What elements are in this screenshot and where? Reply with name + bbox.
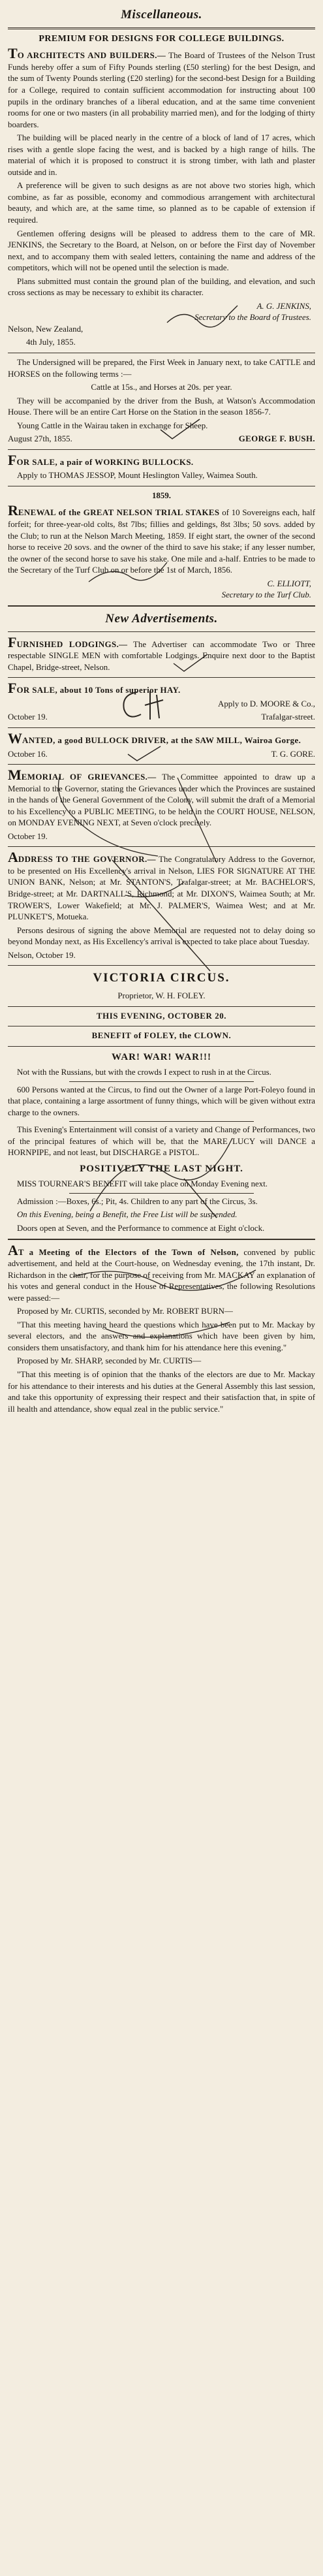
heading-text: T a Meeting of the Electors of the Town of Nelson, [18,1247,239,1257]
paragraph: "That this meeting is of opinion that the thanks of the electors are due to Mr. Mackay for his attendance to their interests and his duties at the General Assembly this last session, and take this opportunity of expressing their respect and their satisfaction that, in spite of ill health and attendance, show equal zeal in the public service." [8,1369,315,1414]
paragraph: The Undersigned will be prepared, the First Week in January next, to take CATTLE and HORSES on the following terms :— [8,358,315,379]
divider [8,965,315,966]
divider [8,1046,315,1047]
memorial-ad [8,769,315,842]
dateline: August 27th, 1855. [8,434,72,444]
divider [8,1239,315,1240]
date-signature-row [8,434,315,445]
paragraph: Doors open at Seven, and the Performance to commence at Eight o'clock. [17,1223,265,1233]
paragraph: Persons desirous of signing the above Memorial are requested not to delay doing so beyond Monday next, as His Excellency's arrival is expected to take place about Tuesday. [8,925,315,947]
paragraph: Proposed by Mr. SHARP, seconded by Mr. CURTIS— [17,1356,202,1366]
year-heading: 1859. [151,490,171,500]
terms-line: Cattle at 15s., and Horses at 20s. per year. [91,383,232,392]
drop-letter: A [8,1241,18,1258]
paragraph: Not with the Russians, but with the crowds I expect to rush in at the Circus. [17,1068,271,1077]
electors-meeting-ad [8,1241,315,1416]
paragraph: This Evening's Entertainment will consist of a variety and Change of Performances, two of the principal features of which will be, that the MARE LUCY will DANCE a HORNPIPE, and not least, but DISCHARGE a PISTOL. [8,1125,315,1158]
ad-heading [8,451,315,469]
heading-text: ANTED, a good BULLOCK DRIVER, at the SAW MILL, Wairoa Gorge. [22,735,301,745]
newspaper-page [8,5,315,2566]
dateline: October 19. [8,831,48,841]
apply-line: Apply to D. MOORE & Co., [218,699,315,708]
section-heading-new-advertisements: New Advertisements. [105,611,218,626]
heading-text: OR SALE, about 10 Tons of superior HAY. [16,686,181,695]
dateline: Nelson, October 19. [8,950,76,960]
signature-name: A. G. JENKINS, [256,301,311,311]
paragraph: MISS TOURNEAR'S BENEFIT will take place on Monday Evening next. [17,1179,268,1189]
dateline: October 19. [8,712,48,722]
paragraph: Plans submitted must contain the ground plan of the building, and elevation, and such cross sections as may be necessary to exhibit its character. [8,276,315,298]
paragraph: Young Cattle in the Wairau taken in exchange for Sheep. [17,421,208,430]
place: Trafalgar-street. [261,712,315,722]
signature-title: Secretary to the Turf Club. [221,590,311,600]
drop-letter: T [8,45,18,62]
heading-text: OR SALE, a pair of WORKING BULLOCKS. [16,457,194,467]
proprietor-line: Proprietor, W. H. FOLEY. [117,991,206,1001]
divider [8,449,315,450]
signature: T. G. GORE. [271,749,315,759]
paragraph: The Congratulatory Address to the Governor, to be presented on His Excellency's arrival in Nelson, LIES FOR SIGNATURE AT THE UNION BANK, Nelson; at Mr. STANTON'S, Trafalgar-street; at Mr. BACHELOR'S, Bridge-street; at Mr. DARTNALL'S, Richmond; at Mr. DIXON'S, Waimea South; at Mr. TROWER'S, Lower Wakefield; at Mr. J. PALMER'S, Waimea West; and at Mr. PLUNKET'S, Motueka. [8,855,315,922]
divider [8,727,315,728]
drop-letter: F [8,633,17,650]
ad-heading [8,1241,315,1305]
divider [69,1121,254,1122]
circus-ad [8,970,315,1234]
divider [69,1193,254,1194]
divider [8,631,315,632]
lodgings-ad [8,633,315,674]
heading-text: O ARCHITECTS AND BUILDERS.— [17,51,166,61]
paragraph: A preference will be given to such designs as are not above two stories high, which combine, as far as possible, economy and commodious arrangement with architectural beauty, and which are, at the same time, so planned as to be capable of extension if required. [8,181,315,225]
signature-title: Secretary to the Board of Trustees. [194,313,311,323]
drop-letter: F [8,451,17,468]
dateline: October 16. [8,749,48,759]
ad-heading [8,633,315,674]
paragraph: The Committee appointed to draw up a Memorial to the Governor, stating the Grievances under which the Provinces are sustained in the hands of the General Government of the Colony, will submit the draft of a Memorial to his Excellency to a PUBLIC MEETING, to be held in the COURT HOUSE, NELSON, on MONDAY EVENING NEXT, at Seven o'clock precisely. [8,772,315,828]
address-governor-ad [8,851,315,961]
ad-heading [8,729,315,747]
dateline: Nelson, New Zealand, [8,324,84,334]
paragraph: "That this meeting having heard the questions which have been put to Mr. Mackay by several electors, and the answers and explanations which have been given by him, considers them unsatisfactory, and thank him for his attendance here this evening." [8,1320,315,1352]
evening-line: THIS EVENING, OCTOBER 20. [96,1011,227,1021]
date-place-row [8,712,315,724]
wanted-ad [8,729,315,760]
ad-title: PREMIUM FOR DESIGNS FOR COLLEGE BUILDINGS. [38,33,285,44]
drop-letter: R [8,502,18,519]
paragraph: The building will be placed nearly in the centre of a block of land of 17 acres, which rises with a gentle slope facing the west, and is backed by a high range of hills. The material of which it is proposed to construct it is strong timber, with lath and plaster outside and in. [8,133,315,177]
drop-letter: A [8,849,18,866]
paragraph: 600 Persons wanted at the Circus, to find out the Owner of a large Port-Foleyo found in that place, containing a large assortment of funny things, which will be given without extra charge to the owners. [8,1085,315,1117]
ad-heading [8,504,315,576]
paragraph: convened by public advertisement, and held at the Court-house, on Wednesday evening, the 17th instant, Dr. Richardson in the chair, for the purpose of receiving from Mr. MACKAY an explanation of his votes and general conduct in the House of Representatives, the following Resolutions were passed:— [8,1247,315,1303]
date-signature-row [8,749,315,761]
divider [8,677,315,678]
divider [69,1081,254,1082]
trial-stakes-ad [8,490,315,601]
ad-heading [8,769,315,829]
paragraph: Proposed by Mr. CURTIS, seconded by Mr. ROBERT BURN— [17,1307,233,1316]
divider [8,27,315,29]
heading-text: DDRESS TO THE GOVERNOR.— [18,855,156,865]
bullocks-ad [8,451,315,482]
ad-heading [8,851,315,923]
paragraph: The Board of Trustees of the Nelson Trust Funds hereby offer a sum of Fifty Pounds sterling (£50 sterling) for the best Design, and the sum of Twenty Pounds sterling (£20 sterling) for the second-best Design for a Building for a College, required to contain sufficient accommodation for instructing about 100 pupils in the ordinary branches of a liberal education, and at the same time convenient rooms for one or two masters (in all probability married men), and for the lodging of thirty boarders. [8,51,315,129]
ad-heading [8,682,315,697]
ad-heading [8,47,315,131]
paragraph: The Advertiser can accommodate Two or Three respectable SINGLE MEN with comfortable Lodgings. Enquire next door to the Baptist Chapel, Bridge-street, Nelson. [8,639,315,672]
cattle-ad [8,357,315,445]
heading-text: ENEWAL of the GREAT NELSON TRIAL STAKES [18,508,220,518]
divider [8,605,315,607]
divider [8,1006,315,1007]
paragraph: On this Evening, being a Benefit, the Free List will be suspended. [17,1210,238,1220]
divider [8,846,315,847]
premium-designs-ad [8,33,315,349]
signature: GEORGE F. BUSH. [238,434,315,444]
heading-text: EMORIAL OF GRIEVANCES.— [21,772,157,782]
hay-ad [8,682,315,724]
drop-letter: M [8,767,22,784]
paragraph: They will be accompanied by the driver from the Bush, at Watson's Accommodation House. There will be an entire Cart Horse on the Station in the season 1856-7. [8,396,315,417]
benefit-line: BENEFIT of FOLEY, the CLOWN. [91,1031,232,1041]
divider [8,764,315,765]
dateline: 4th July, 1855. [26,338,76,347]
heading-text: URNISHED LODGINGS.— [16,639,128,649]
paragraph: Apply to THOMAS JESSOP, Mount Heslington Valley, Waimea South. [17,471,258,481]
section-heading-miscellaneous: Miscellaneous. [121,8,202,22]
war-line: WAR! WAR! WAR!!! [112,1051,211,1062]
drop-letter: W [8,729,22,746]
signature-name: C. ELLIOTT, [267,579,311,588]
drop-letter: F [8,680,17,697]
circus-title: VICTORIA CIRCUS. [93,971,230,985]
paragraph: of 10 Sovereigns each, half forfeit; for three-year-old colts, 8st 7lbs; fillies and geldings, 8st 3lbs; 50 sovs. added by the Club; to run at the Nelson March Meeting, 1859. If eight start, the owner of the second horse to receive 20 sovs. and the owner of the third to save his stake; if any lesser number, the owner of the second horse to save his stake. One mile and a-half. Entries to be made to the Secretary of the Turf Club on or before the 1st of March, 1856. [8,508,315,575]
paragraph: Admission :—Boxes, 6s.; Pit, 4s. Children to any part of the Circus, 3s. [17,1196,258,1206]
last-night-line: POSITIVELY THE LAST NIGHT. [80,1163,243,1174]
paragraph: Gentlemen offering designs will be pleased to address them to the care of MR. JENKINS, the Secretary to the Board, at Nelson, on or before the First day of November next, and to accompany them with sealed letters, containing the name and address of the competitors, which will not be opened until the selection is made. [8,229,315,273]
